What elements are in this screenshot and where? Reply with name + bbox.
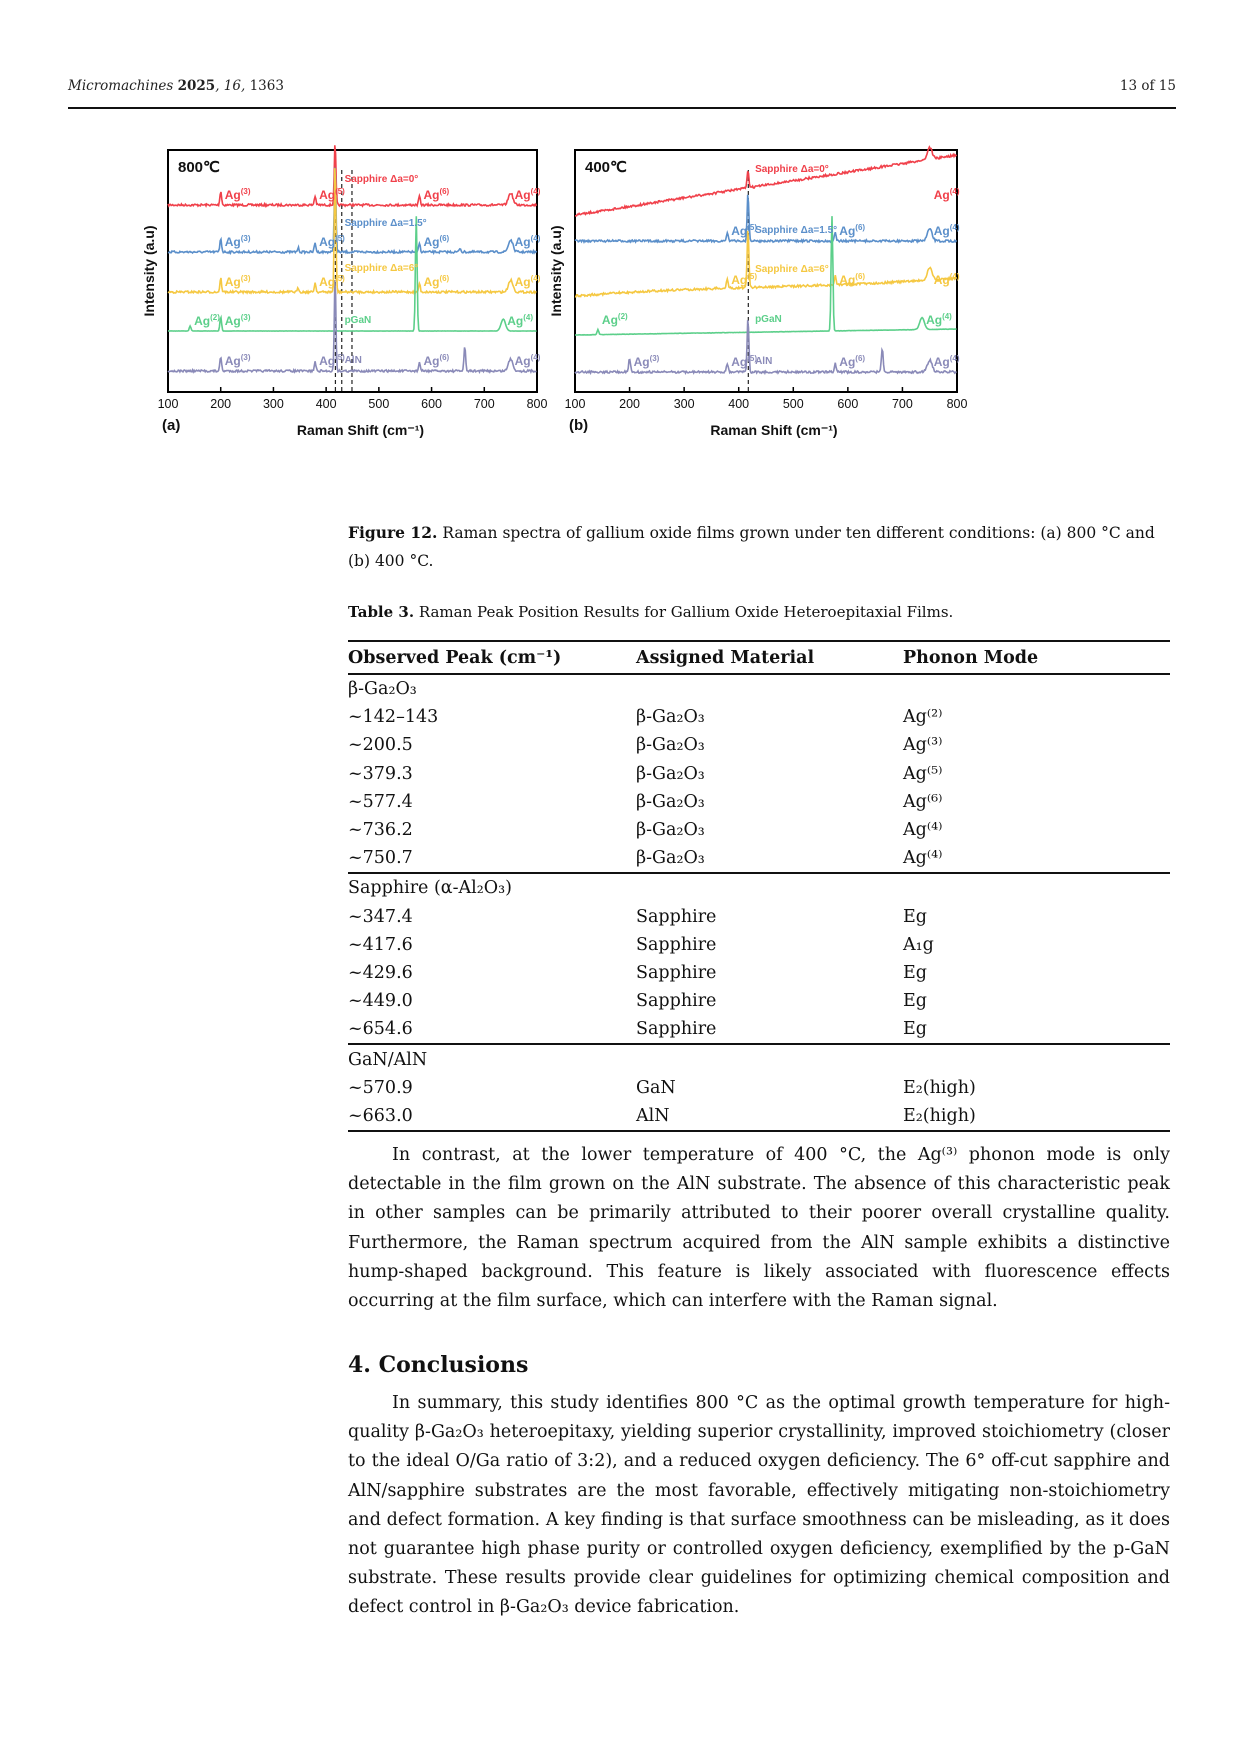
- cell-material: β-Ga₂O₃: [636, 763, 705, 784]
- cell-mode: Eg: [903, 1015, 1170, 1044]
- table-row: [348, 987, 1170, 1015]
- column-header-phonon-mode: Phonon Mode: [903, 641, 1170, 674]
- peak-label: Ag$^{(6)}$: [839, 272, 866, 287]
- peak-label: Ag$^{(4)}$: [926, 312, 952, 327]
- peak-label: Ag$^{(3)}$: [224, 234, 251, 249]
- y-axis-label: Intensity (a.u): [141, 225, 157, 317]
- column-header-assigned-material: Assigned Material: [636, 641, 903, 674]
- series-label: pGaN: [755, 314, 782, 325]
- peak-label: Ag$^{(5)}$: [319, 274, 345, 289]
- y-axis-label: Intensity (a.u): [548, 225, 564, 317]
- peak-label: Ag$^{(6)}$: [839, 354, 866, 369]
- cell-peak: ~750.7: [348, 844, 636, 873]
- series-label: Sapphire Δa=6°: [344, 263, 419, 274]
- group-label: Sapphire (α-Al₂O₃): [348, 878, 512, 899]
- x-tick-label: 800: [946, 397, 968, 411]
- x-tick-label: 500: [368, 397, 390, 411]
- panel-title: 400℃: [585, 159, 627, 176]
- peak-label: Ag$^{(4)}$: [933, 272, 960, 287]
- x-tick-label: 800: [526, 397, 548, 411]
- spectrum-line: [575, 147, 957, 216]
- cell-material: β-Ga₂O₃: [636, 820, 705, 841]
- x-tick-label: 100: [157, 397, 179, 411]
- series-label: AlN: [755, 356, 773, 367]
- cell-material: Sapphire: [636, 1015, 903, 1044]
- peak-label: Ag$^{(4)}$: [514, 187, 541, 202]
- cell-mode: Ag⁽⁴⁾: [903, 844, 1170, 873]
- cell-mode: A₁g: [903, 934, 934, 955]
- x-tick-label: 200: [619, 397, 641, 411]
- cell-material: Sapphire: [636, 934, 717, 955]
- x-tick-label: 200: [210, 397, 232, 411]
- series-label: pGaN: [344, 315, 372, 326]
- cell-peak: ~429.6: [348, 962, 413, 983]
- raman-spectra-chart: [140, 140, 1140, 500]
- cell-mode: Eg: [903, 906, 927, 927]
- table-row: [348, 903, 1170, 931]
- peak-label: Ag$^{(4)}$: [933, 223, 960, 238]
- group-label: GaN/AlN: [348, 1049, 428, 1070]
- table-row: [348, 931, 1170, 959]
- table-row: [348, 703, 1170, 731]
- cell-material: GaN: [636, 1077, 676, 1098]
- peak-label: Ag$^{(3)}$: [224, 313, 251, 328]
- table-row: [348, 760, 1170, 788]
- x-tick-label: 300: [673, 397, 695, 411]
- table-header-row: [348, 641, 1170, 674]
- cell-peak: ~379.3: [348, 763, 413, 784]
- series-label: Sapphire Δa=1.5°: [755, 225, 838, 236]
- peak-label: Ag$^{(6)}$: [423, 353, 450, 368]
- peak-label: Ag$^{(4)}$: [507, 313, 534, 328]
- peak-label: Ag$^{(5)}$: [319, 187, 345, 202]
- peak-label: Ag$^{(2)}$: [194, 313, 220, 328]
- peak-label: Ag$^{(3)}$: [633, 354, 660, 369]
- peak-label: Ag$^{(3)}$: [224, 187, 251, 202]
- peak-label: Ag$^{(4)}$: [514, 353, 541, 368]
- body-paragraph-results: In contrast, at the lower temperature of 400 °C, the Ag⁽³⁾ phonon mode is only detectable in the film grown on the AlN substrate. The absence of this characteristic peak in other samples can be primarily attributed to their poorer overall crystalline quality. Furthermore, the Raman spectrum acquired from the AlN sample exhibits a distinctive hump-shaped background. This feature is likely associated with fluorescence effects occurring at the film surface, which can interfere with the Raman signal.: [348, 1145, 1170, 1312]
- peak-label: Ag$^{(5)}$: [731, 272, 758, 287]
- peak-label: Ag$^{(3)}$: [224, 274, 251, 289]
- panel-label: (a): [162, 417, 181, 434]
- table-row: [348, 1102, 1170, 1131]
- raman-peak-table: [348, 640, 1170, 1132]
- cell-peak: ~347.4: [348, 906, 413, 927]
- cell-peak: ~570.9: [348, 1077, 413, 1098]
- cell-mode: Ag⁽⁴⁾: [903, 820, 943, 841]
- table-group-row: [348, 873, 1170, 902]
- x-tick-label: 700: [891, 397, 913, 411]
- section-heading-conclusions: 4. Conclusions: [348, 1352, 529, 1378]
- table-row: [348, 1015, 1170, 1044]
- table-group-row: [348, 1044, 1170, 1073]
- peak-label: Ag$^{(4)}$: [514, 234, 541, 249]
- group-label: β-Ga₂O₃: [348, 679, 417, 700]
- header-divider: [68, 107, 1176, 109]
- cell-mode: E₂(high): [903, 1077, 976, 1098]
- x-tick-label: 400: [728, 397, 750, 411]
- peak-label: Ag$^{(4)}$: [933, 187, 960, 202]
- cell-mode: Ag⁽⁵⁾: [903, 763, 943, 784]
- series-label: AlN: [344, 355, 362, 366]
- cell-peak: ~142–143: [348, 707, 439, 728]
- x-tick-label: 600: [421, 397, 443, 411]
- x-axis-label: Raman Shift (cm⁻¹): [710, 422, 838, 438]
- cell-peak: ~449.0: [348, 991, 413, 1012]
- peak-label: Ag$^{(6)}$: [423, 274, 450, 289]
- table-row: [348, 788, 1170, 816]
- cell-peak: ~577.4: [348, 791, 413, 812]
- table-row: [348, 959, 1170, 987]
- series-label: Sapphire Δa=0°: [344, 174, 419, 185]
- peak-label: Ag$^{(2)}$: [601, 312, 628, 327]
- cell-peak: ~417.6: [348, 934, 413, 955]
- table-row: [348, 1074, 1170, 1102]
- peak-label: Ag$^{(5)}$: [319, 353, 345, 368]
- peak-label: Ag$^{(3)}$: [224, 353, 251, 368]
- peak-label: Ag$^{(5)}$: [731, 354, 758, 369]
- peak-label: Ag$^{(6)}$: [423, 234, 450, 249]
- cell-material: β-Ga₂O₃: [636, 791, 705, 812]
- cell-material: AlN: [636, 1102, 903, 1131]
- cell-peak: ~736.2: [348, 820, 413, 841]
- series-label: Sapphire Δa=0°: [755, 164, 829, 175]
- x-tick-label: 100: [564, 397, 586, 411]
- page-number: 13 of 15: [1119, 78, 1176, 94]
- x-tick-label: 700: [473, 397, 495, 411]
- cell-mode: Eg: [903, 962, 927, 983]
- table-group-row: [348, 674, 1170, 703]
- cell-mode: Eg: [903, 991, 927, 1012]
- peak-label: Ag$^{(5)}$: [319, 234, 345, 249]
- panel-label: (b): [569, 417, 589, 434]
- cell-mode: Ag⁽⁶⁾: [903, 791, 943, 812]
- x-tick-label: 300: [262, 397, 284, 411]
- table-caption: Table 3. Raman Peak Position Results for Gallium Oxide Heteroepitaxial Films.: [348, 603, 954, 621]
- peak-label: Ag$^{(4)}$: [933, 354, 960, 369]
- x-tick-label: 600: [837, 397, 859, 411]
- journal-citation: Micromachines 2025, 16, 1363: [68, 78, 284, 94]
- peak-label: Ag$^{(6)}$: [839, 223, 866, 238]
- figure-caption: Figure 12. Raman spectra of gallium oxide films grown under ten different conditions: (a) 800 °C and (b) 400 °C.: [348, 523, 1155, 570]
- peak-label: Ag$^{(4)}$: [514, 274, 541, 289]
- cell-peak: ~654.6: [348, 1015, 636, 1044]
- cell-mode: Ag⁽²⁾: [903, 707, 943, 728]
- cell-material: β-Ga₂O₃: [636, 735, 705, 756]
- table-row: [348, 731, 1170, 759]
- cell-material: Sapphire: [636, 991, 717, 1012]
- x-tick-label: 400: [315, 397, 337, 411]
- cell-peak: ~663.0: [348, 1102, 636, 1131]
- cell-material: Sapphire: [636, 906, 717, 927]
- cell-material: Sapphire: [636, 962, 717, 983]
- peak-label: Ag$^{(5)}$: [731, 223, 758, 238]
- x-axis-label: Raman Shift (cm⁻¹): [296, 422, 425, 438]
- cell-material: β-Ga₂O₃: [636, 844, 903, 873]
- table-row: [348, 816, 1170, 844]
- cell-mode: Ag⁽³⁾: [903, 735, 943, 756]
- cell-material: β-Ga₂O₃: [636, 707, 705, 728]
- panel-title: 800℃: [178, 159, 220, 176]
- series-label: Sapphire Δa=1.5°: [344, 218, 427, 229]
- cell-peak: ~200.5: [348, 735, 413, 756]
- column-header-observed-peak: Observed Peak (cm⁻¹): [348, 641, 636, 674]
- peak-label: Ag$^{(6)}$: [423, 187, 450, 202]
- cell-mode: E₂(high): [903, 1102, 1170, 1131]
- x-tick-label: 500: [782, 397, 804, 411]
- body-paragraph-conclusions: In summary, this study identifies 800 °C as the optimal growth temperature for high-quality β-Ga₂O₃ heteroepitaxy, yielding superior crystallinity, improved stoichiometry (closer to the ideal O/Ga ratio of 3:2), and a reduced oxygen deficiency. The 6° off-cut sapphire and AlN/sapphire substrates are the most favorable, effectively mitigating non-stoichiometry and defect formation. A key finding is that surface smoothness can be misleading, as it does not guarantee high phase purity or controlled oxygen deficiency, exemplified by the p-GaN substrate. These results provide clear guidelines for optimizing chemical composition and defect control in β-Ga₂O₃ device fabrication.: [348, 1393, 1170, 1618]
- table-row: [348, 844, 1170, 873]
- figure-12: [140, 140, 1140, 500]
- series-label: Sapphire Δa=6°: [755, 264, 829, 275]
